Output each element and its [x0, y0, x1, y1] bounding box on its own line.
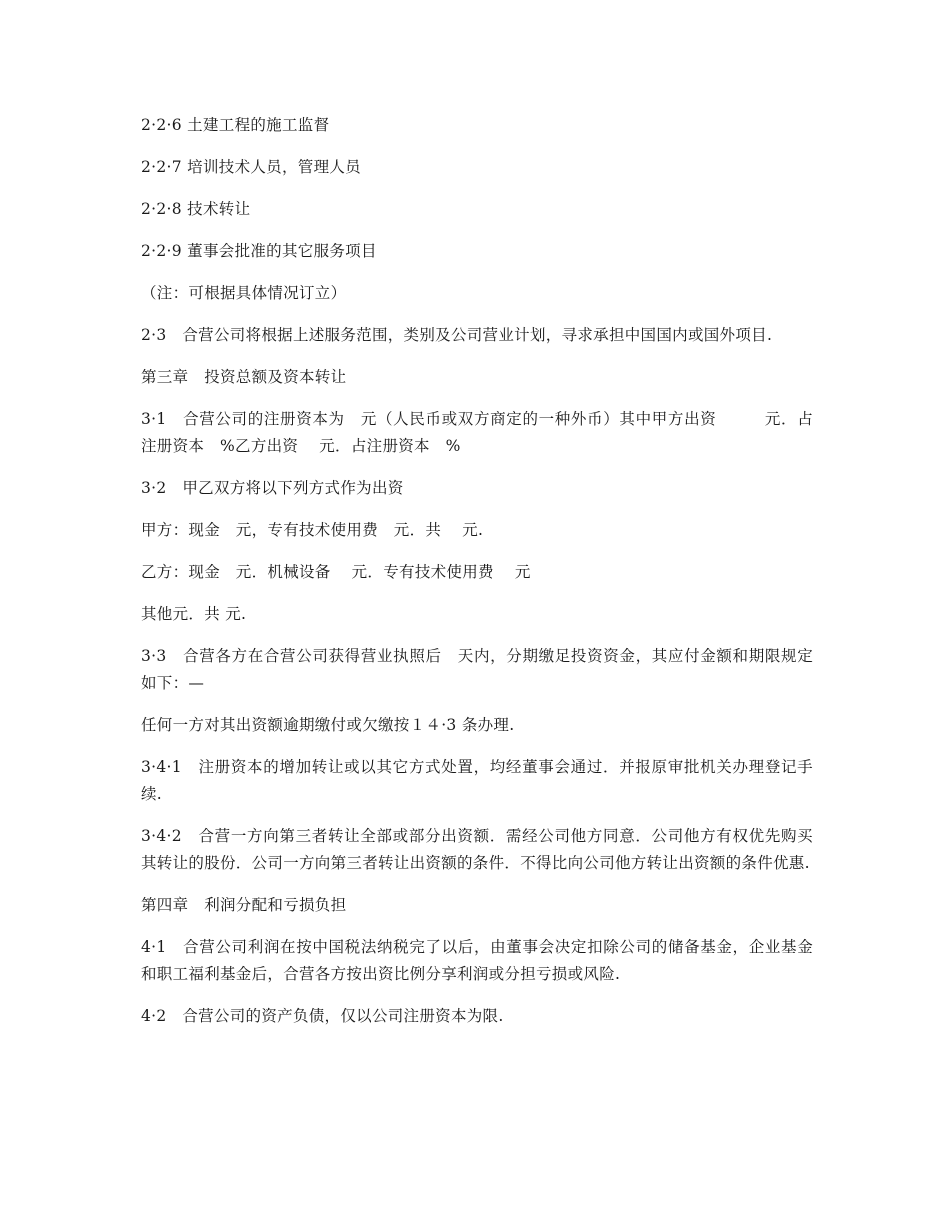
- party-b-contribution: 乙方：现金 元．机械设备 元．专有技术使用费 元: [141, 563, 531, 581]
- clause-2-3: 2·3 合营公司将根据上述服务范围，类别及公司营业计划，寻求承担中国国内或国外项目.: [141, 326, 773, 344]
- clause-2-2-8: 2·2·8 技术转让: [141, 200, 251, 218]
- other-contribution: 其他元．共 元.: [141, 605, 247, 623]
- clause-2-2-6: 2·2·6 土建工程的施工监督: [141, 116, 330, 134]
- party-a-contribution: 甲方：现金 元，专有技术使用费 元．共 元.: [141, 521, 484, 539]
- clause-3-1: 3·1 合营公司的注册资本为 元（人民币或双方商定的一种外币）其中甲方出资 元．占注册资本 %乙方出资 元．占注册资本 %: [141, 410, 813, 455]
- clause-4-2: 4·2 合营公司的资产负债，仅以公司注册资本为限.: [141, 1007, 504, 1025]
- clause-3-2: 3·2 甲乙双方将以下列方式作为出资: [141, 479, 404, 497]
- late-payment-note: 任何一方对其出资额逾期缴付或欠缴按１４·3 条办理.: [141, 716, 515, 734]
- document-page: [141, 112, 813, 1045]
- chapter-4-heading: 第四章 利润分配和亏损负担: [141, 896, 347, 914]
- clause-4-1: 4·1 合营公司利润在按中国税法纳税完了以后，由董事会决定扣除公司的储备基金，企业基金和职工福利基金后，合营各方按出资比例分享利润或分担亏损或风险.: [141, 938, 813, 983]
- clause-3-4-2: 3·4·2 合营一方向第三者转让全部或部分出资额．需经公司他方同意．公司他方有权优先购买其转让的股份．公司一方向第三者转让出资额的条件．不得比向公司他方转让出资额的条件优惠.: [141, 827, 813, 872]
- clause-2-2-9: 2·2·9 董事会批准的其它服务项目: [141, 242, 377, 260]
- chapter-3-heading: 第三章 投资总额及资本转让: [141, 368, 347, 386]
- clause-3-4-1: 3·4·1 注册资本的增加转让或以其它方式处置，均经董事会通过．并报原审批机关办理登记手续.: [141, 758, 813, 803]
- note: （注：可根据具体情况订立）: [141, 284, 347, 302]
- clause-3-3: 3·3 合营各方在合营公司获得营业执照后 天内，分期缴足投资资金，其应付金额和期限规定如下：—: [141, 647, 813, 692]
- clause-2-2-7: 2·2·7 培训技术人员，管理人员: [141, 158, 361, 176]
